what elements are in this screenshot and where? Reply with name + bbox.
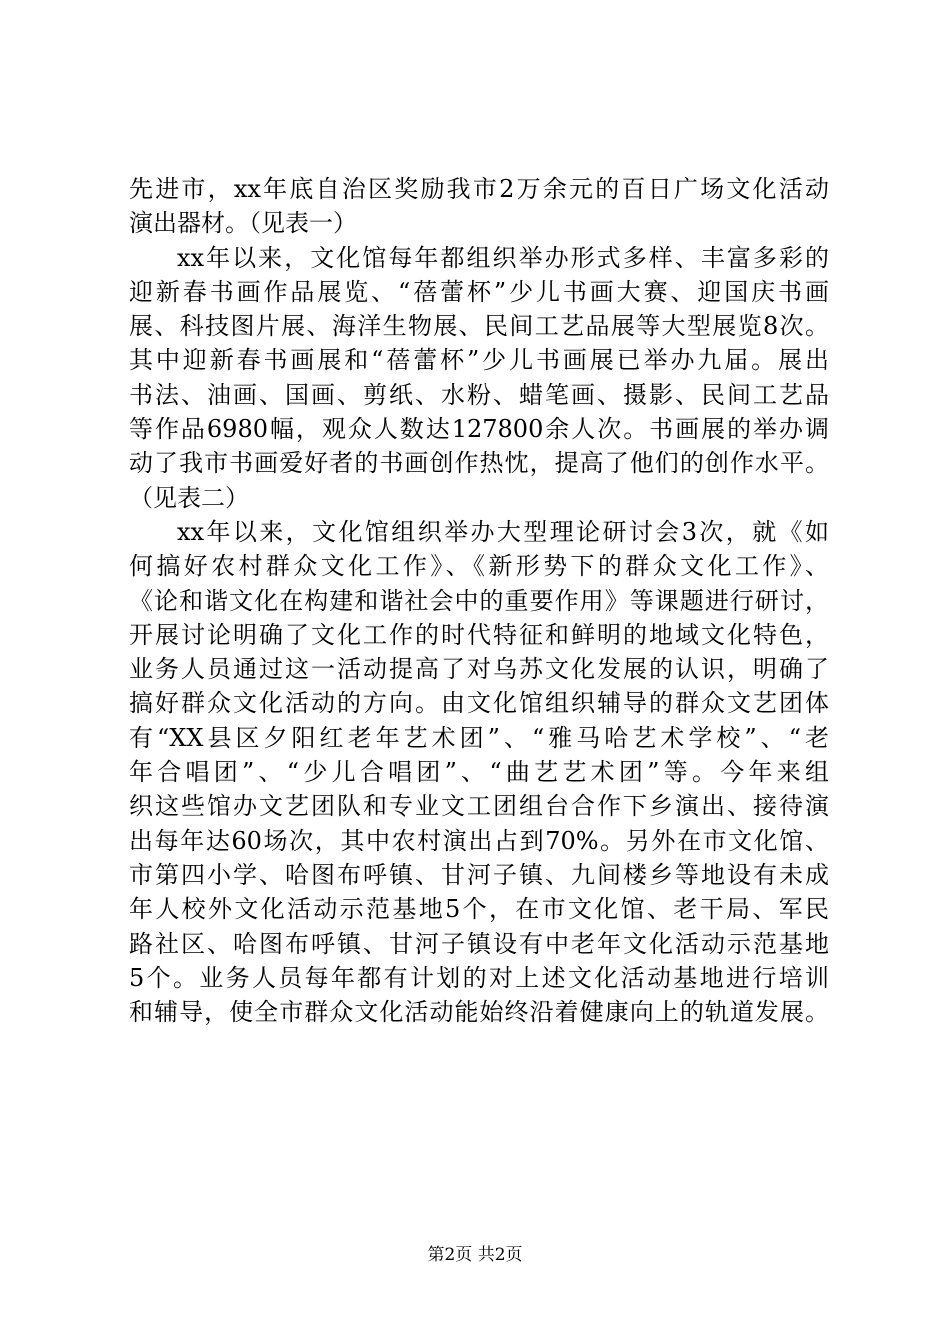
- text-line: xx年以来，文化馆每年都组织举办形式多样、丰富多彩的: [177, 243, 829, 272]
- text-line: 搞好群众文化活动的方向。由文化馆组织辅导的群众文艺团体: [129, 689, 829, 718]
- text-line: 织这些馆办文艺团队和专业文工团组台合作下乡演出、接待演: [129, 792, 829, 821]
- text-line: 演出器材。（见表一）: [129, 209, 357, 238]
- text-line: 先进市，xx年底自治区奖励我市2万余元的百日广场文化活动: [129, 175, 829, 203]
- text-line: 市第四小学、哈图布呼镇、甘河子镇、九间楼乡等地设有未成: [129, 860, 829, 889]
- text-line: 迎新春书画作品展览、“蓓蕾杯”少儿书画大赛、迎国庆书画: [129, 277, 829, 306]
- page-number: 第2页 共2页: [427, 1245, 523, 1265]
- text-line: 路社区、哈图布呼镇、甘河子镇设有中老年文化活动示范基地: [129, 929, 829, 958]
- text-line: 年合唱团”、“少儿合唱团”、“曲艺艺术团”等。今年来组: [129, 758, 829, 787]
- text-line: xx年以来，文化馆组织举办大型理论研讨会3次，就《如: [177, 517, 829, 546]
- text-line: 书法、油画、国画、剪纸、水粉、蜡笔画、摄影、民间工艺品: [129, 380, 829, 409]
- text-line: 5个。业务人员每年都有计划的对上述文化活动基地进行培训: [129, 963, 829, 992]
- text-line: 开展讨论明确了文化工作的时代特征和鲜明的地域文化特色，: [129, 620, 829, 649]
- text-line: 展、科技图片展、海洋生物展、民间工艺品展等大型展览8次。: [129, 312, 829, 341]
- text-line: 业务人员通过这一活动提高了对乌苏文化发展的认识，明确了: [129, 655, 829, 684]
- text-line: 有“XX县区夕阳红老年艺术团”、“雅马哈艺术学校”、“老: [129, 723, 829, 752]
- page-footer: [0, 1245, 950, 1265]
- text-line: 其中迎新春书画展和“蓓蕾杯”少儿书画展已举办九届。展出: [129, 346, 829, 375]
- text-line: 等作品6980幅，观众人数达127800余人次。书画展的举办调: [129, 415, 829, 444]
- text-line: 和辅导，使全市群众文化活动能始终沿着健康向上的轨道发展。: [129, 998, 829, 1027]
- text-line: 何搞好农村群众文化工作》、《新形势下的群众文化工作》、: [129, 552, 829, 581]
- text-line: 《论和谐文化在构建和谐社会中的重要作用》等课题进行研讨，: [129, 586, 829, 615]
- text-line: 动了我市书画爱好者的书画创作热忱，提高了他们的创作水平。: [129, 449, 829, 478]
- body-text: [129, 172, 829, 1029]
- text-line: 出每年达60场次，其中农村演出占到70%。另外在市文化馆、: [129, 826, 829, 855]
- text-line: 年人校外文化活动示范基地5个，在市文化馆、老干局、军民: [129, 895, 829, 924]
- text-line: （见表二）: [129, 483, 249, 512]
